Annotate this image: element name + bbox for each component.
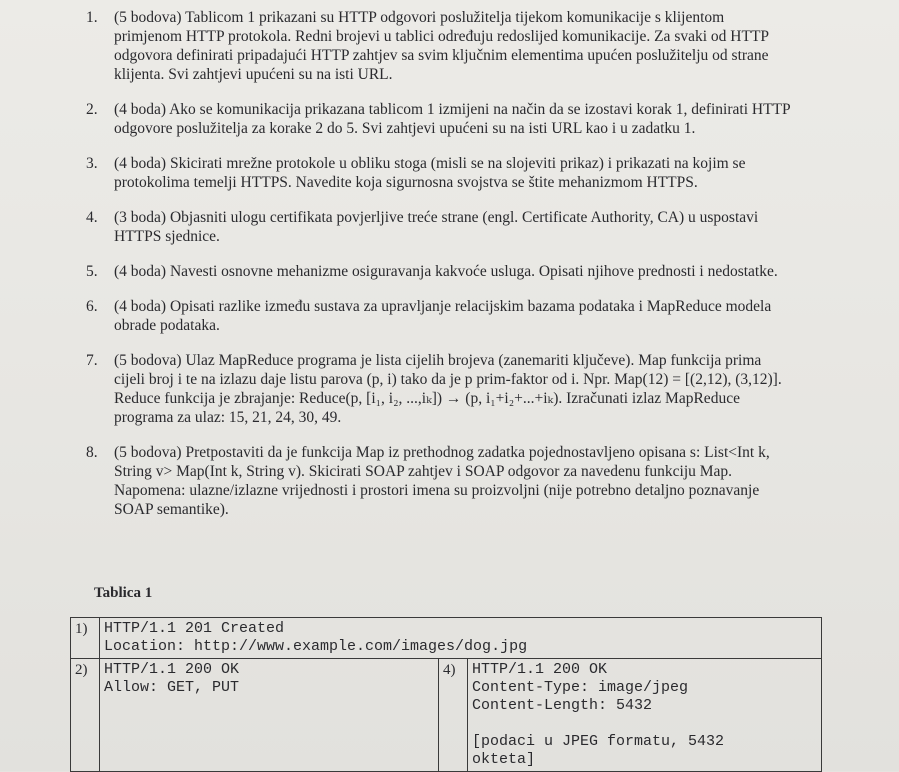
response-line: Location: http://www.example.com/images/dog.jpg bbox=[104, 638, 528, 655]
task-8 bbox=[86, 443, 791, 519]
task-number: 6. bbox=[86, 298, 98, 315]
table-row bbox=[71, 659, 822, 772]
response-line: Content-Type: image/jpeg bbox=[472, 679, 689, 696]
task-text: (4 boda) Skicirati mrežne protokole u obliku stoga (misli se na slojeviti prikaz) i prikazati na kojim se protokolima temelji HTTPS. Navedite koja sigurnosna svojstva se štite mehanizmom HTTPS. bbox=[114, 155, 746, 191]
task-text: (4 boda) Navesti osnovne mehanizme osiguravanja kakvoće usluga. Opisati njihove prednosti i nedostatke. bbox=[114, 263, 778, 280]
task-text: (3 boda) Objasniti ulogu certifikata povjerljive treće strane (engl. Certificate Authority, CA) u uspostavi HTTPS sjednice. bbox=[114, 209, 759, 245]
task-number: 3. bbox=[86, 155, 98, 172]
response-line: HTTP/1.1 200 OK bbox=[104, 661, 240, 678]
task-2 bbox=[86, 100, 791, 138]
response-line: okteta] bbox=[472, 751, 536, 768]
task-number: 7. bbox=[86, 352, 98, 369]
task-4 bbox=[86, 208, 791, 246]
task-number: 8. bbox=[86, 444, 98, 461]
task-text: (5 bodova) Ulaz MapReduce programa je lista cijelih brojeva (zanemariti ključeve). Map funkcija prima cijeli broj i te na izlazu daje listu parova (p, i) tako da je p prim-faktor od i. Npr. Map(12) = [(2,12), (3,12)]. Reduce funkcija je zbrajanje: Reduce(p, [i₁, i₂, ...,iₖ]) → (p, i₁+i₂+...+iₖ). Izračunati izlaz MapReduce programa za ulaz: 15, 21, 24, 30, 49. bbox=[114, 352, 782, 426]
row-index: 4) bbox=[439, 659, 468, 772]
table-row bbox=[71, 618, 822, 659]
blank-line bbox=[472, 715, 817, 733]
response-line: Allow: GET, PUT bbox=[104, 679, 240, 696]
response-line: [podaci u JPEG formatu, 5432 bbox=[472, 733, 725, 750]
task-text: (4 boda) Opisati razlike između sustava za upravljanje relacijskim bazama podataka i MapReduce modela obrade podataka. bbox=[114, 298, 772, 334]
task-number: 2. bbox=[86, 101, 98, 118]
task-text: (5 bodova) Tablicom 1 prikazani su HTTP odgovori poslužitelja tijekom komunikacije s klijentom primjenom HTTP protokola. Redni brojevi u tablici određuju redoslijed komunikacije. Za svaki od HTTP odgovora definirati pripadajući HTTP zahtjev sa svim ključnim elementima upućen poslužitelju od strane klijenta. Svi zahtjevi upućeni su na isti URL. bbox=[114, 9, 769, 83]
task-number: 1. bbox=[86, 9, 98, 26]
task-number: 4. bbox=[86, 209, 98, 226]
task-list bbox=[86, 8, 791, 519]
task-text: (5 bodova) Pretpostaviti da je funkcija Map iz prethodnog zadatka pojednostavljeno opisana s: List<Int k, String v> Map(Int k, String v). Skicirati SOAP zahtjev i SOAP odgovor za navedenu funkciju Map. Napomena: ulazne/izlazne vrijednosti i prostori imena su proizvoljni (nije potrebno detaljno poznavanje SOAP semantike). bbox=[114, 444, 770, 518]
task-6 bbox=[86, 297, 791, 335]
table-caption: Tablica 1 bbox=[94, 585, 153, 601]
response-cell bbox=[100, 618, 822, 659]
task-number: 5. bbox=[86, 263, 98, 280]
row-index: 2) bbox=[71, 659, 100, 772]
response-cell bbox=[100, 659, 439, 772]
response-line: Content-Length: 5432 bbox=[472, 697, 653, 714]
task-5 bbox=[86, 262, 791, 281]
response-line: HTTP/1.1 201 Created bbox=[104, 620, 285, 637]
row-index: 1) bbox=[71, 618, 100, 659]
task-7 bbox=[86, 351, 791, 427]
response-cell bbox=[468, 659, 822, 772]
task-1 bbox=[86, 8, 791, 84]
task-3 bbox=[86, 154, 791, 192]
task-text: (4 boda) Ako se komunikacija prikazana tablicom 1 izmijeni na način da se izostavi korak 1, definirati HTTP odgovore poslužitelja za korake 2 do 5. Svi zahtjevi upućeni su na isti URL kao i u zadatku 1. bbox=[114, 101, 791, 137]
response-line: HTTP/1.1 200 OK bbox=[472, 661, 608, 678]
http-response-table bbox=[70, 617, 822, 772]
